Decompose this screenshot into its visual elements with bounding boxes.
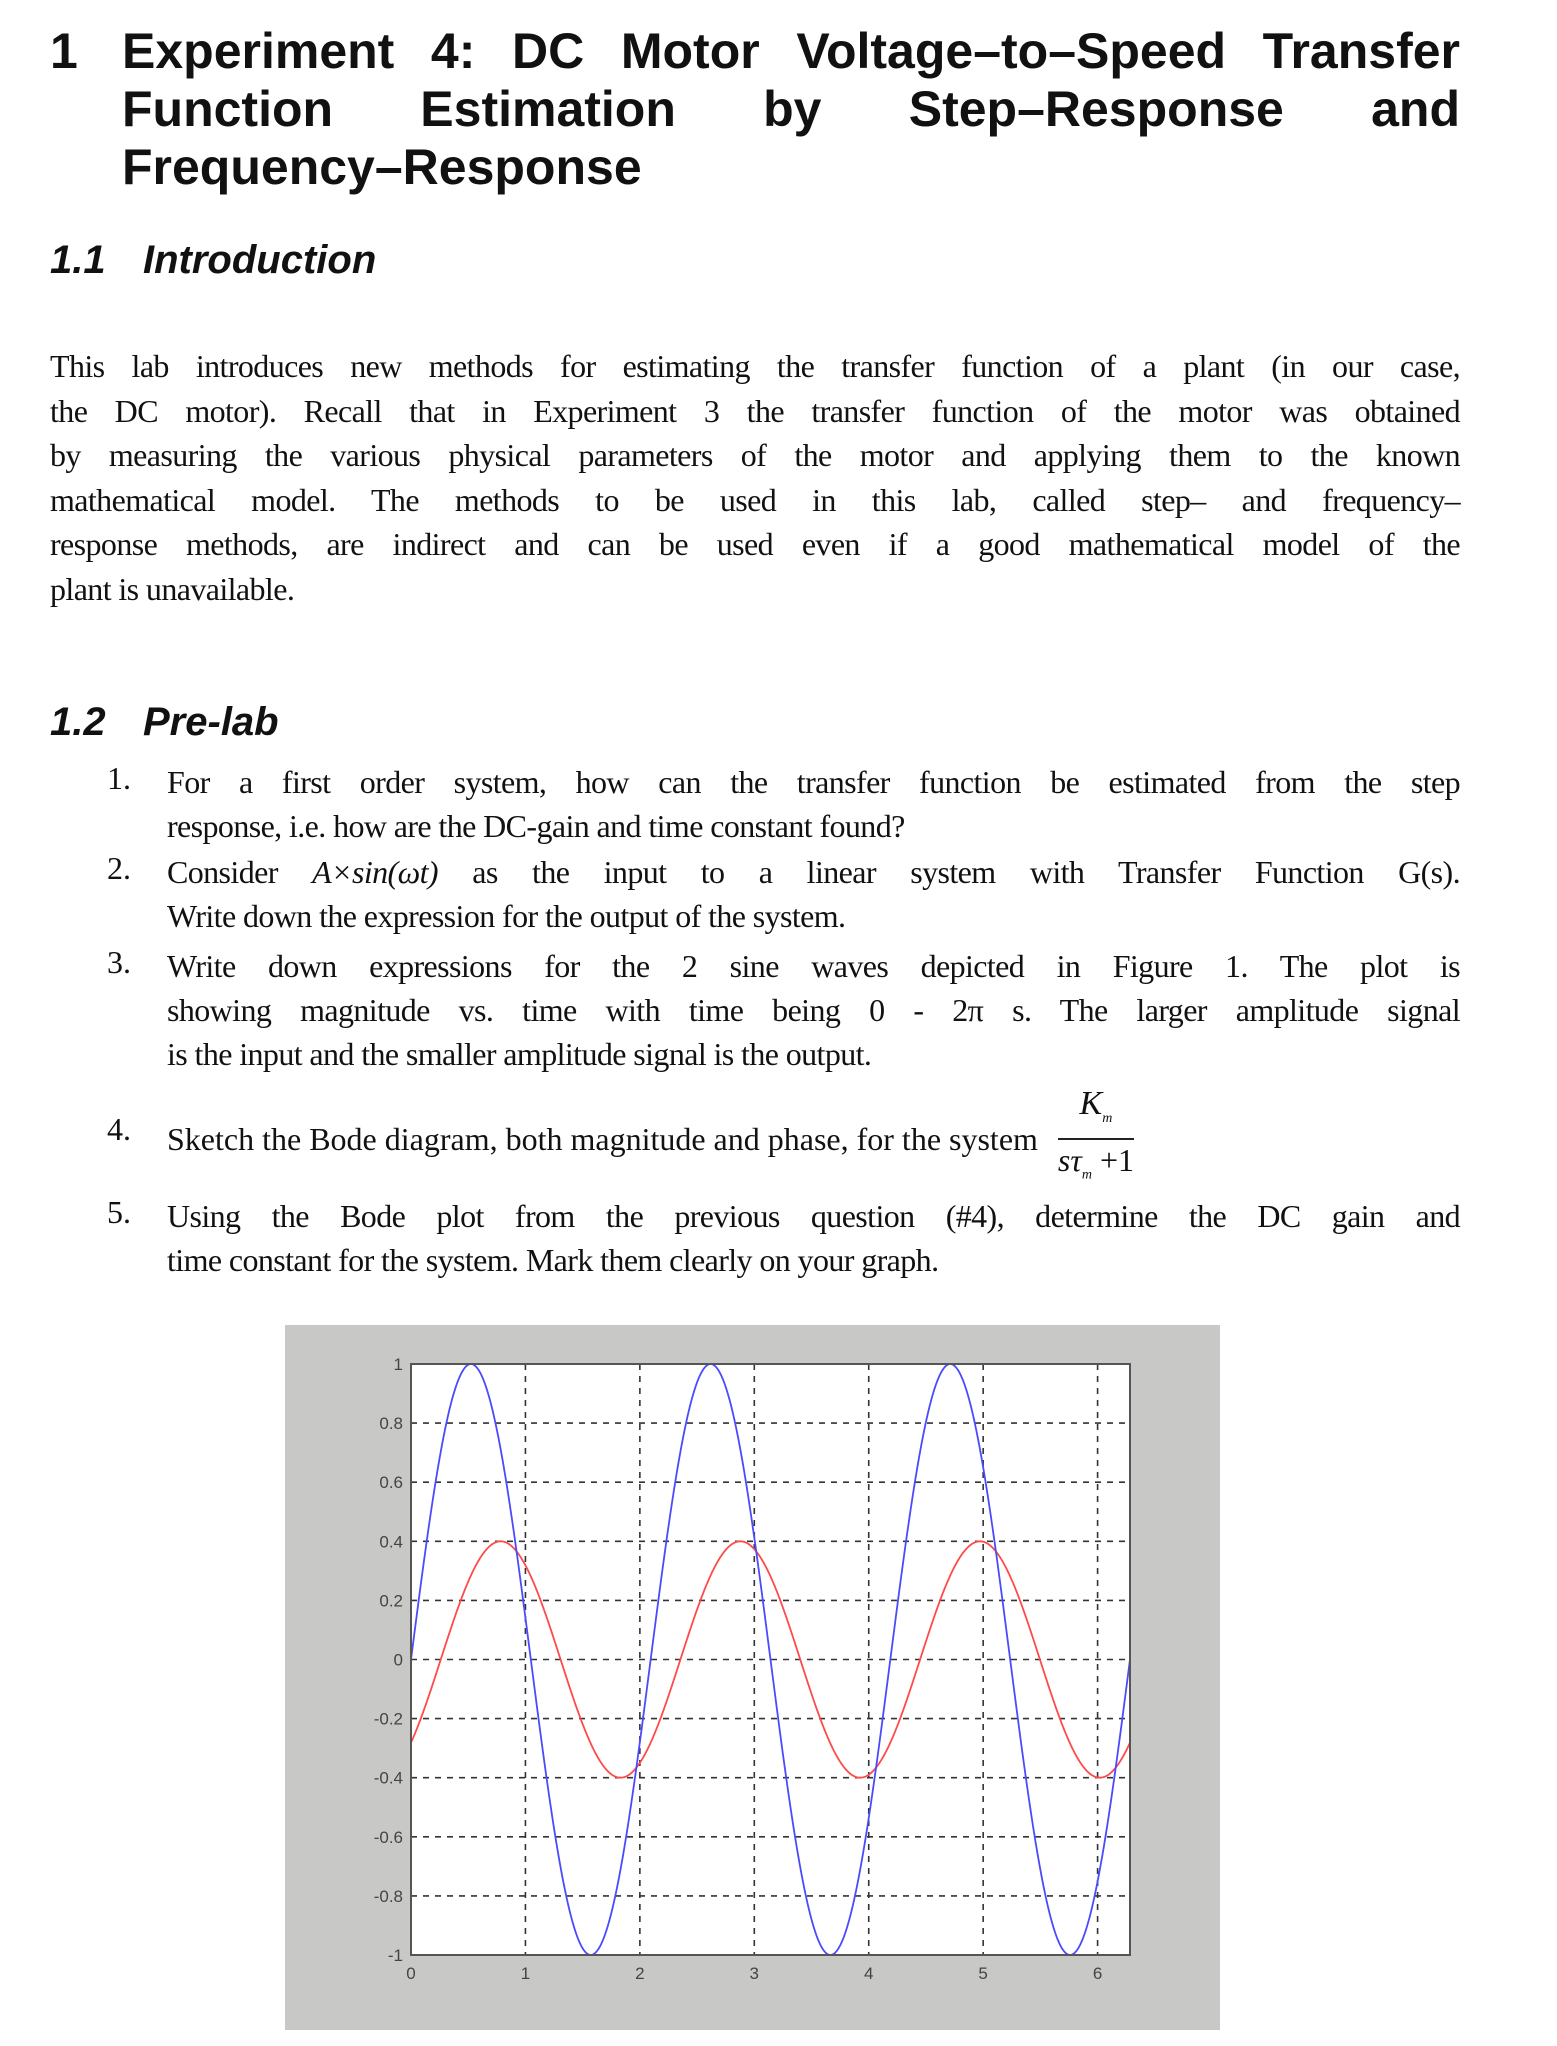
x-tick-label: 0 bbox=[406, 1964, 416, 1983]
question-line: Write down expressions for the 2 sine waves depicted in Figure 1. The plot is bbox=[167, 948, 1460, 984]
question-line: time constant for the system. Mark them clearly on your graph. bbox=[167, 1242, 939, 1278]
section-number: 1.2 bbox=[50, 700, 106, 744]
question-line: Write down the expression for the output of the system. bbox=[167, 898, 846, 934]
y-tick-label: -0.2 bbox=[373, 1709, 403, 1729]
question-line: response, i.e. how are the DC-gain and time constant found? bbox=[167, 808, 905, 844]
question-line: is the input and the smaller amplitude signal is the output. bbox=[167, 1036, 872, 1072]
y-tick-label: 0.2 bbox=[379, 1591, 403, 1611]
question-line: Consider A×sin(ωt) as the input to a linear system with Transfer Function G(s). bbox=[167, 854, 1460, 890]
chapter-title-line: Function Estimation by Step–Response and bbox=[122, 81, 1460, 137]
chapter-title bbox=[122, 22, 1460, 196]
x-tick-label: 1 bbox=[520, 1964, 531, 1983]
paragraph-line: This lab introduces new methods for estimating the transfer function of a plant (in our case, bbox=[50, 348, 1460, 384]
y-tick-label: 0.8 bbox=[379, 1414, 403, 1434]
chapter-title-line: Experiment 4: DC Motor Voltage–to–Speed Transfer bbox=[122, 23, 1460, 79]
x-tick-label: 6 bbox=[1092, 1964, 1103, 1983]
y-tick-label: 0.4 bbox=[379, 1532, 403, 1552]
question-number: 4. bbox=[107, 1111, 131, 1147]
y-tick-label: 0 bbox=[393, 1650, 403, 1670]
section-title: Pre-lab bbox=[143, 700, 279, 744]
section-number: 1.1 bbox=[50, 238, 106, 282]
fraction-numerator: $K_m$ bbox=[1079, 1085, 1113, 1126]
question-line: For a first order system, how can the transfer function be estimated from the step bbox=[167, 764, 1460, 800]
input-signal-expression: A×sin(ωt) bbox=[312, 854, 438, 890]
question-number: 1. bbox=[107, 760, 131, 796]
paragraph-line: the DC motor). Recall that in Experiment 3 the transfer function of the motor was obtained bbox=[50, 392, 1460, 429]
question-number: 2. bbox=[107, 850, 131, 886]
transfer-function-fraction bbox=[1058, 1085, 1134, 1195]
fraction-denominator: $s\tau_m +1$ bbox=[1057, 1141, 1134, 1183]
y-tick-label: -1 bbox=[387, 1946, 403, 1965]
x-tick-label: 5 bbox=[978, 1964, 988, 1983]
question-number: 5. bbox=[107, 1194, 131, 1230]
paragraph-line: by measuring the various physical parameters of the motor and applying them to the known bbox=[50, 437, 1460, 473]
x-tick-label: 4 bbox=[863, 1964, 874, 1983]
question-number: 3. bbox=[107, 944, 131, 980]
y-tick-label: 0.6 bbox=[379, 1473, 403, 1493]
chapter-title-line: Frequency–Response bbox=[122, 139, 642, 195]
paragraph-line: response methods, are indirect and can be used even if a good mathematical model of the bbox=[50, 526, 1460, 562]
y-tick-label: 1 bbox=[393, 1355, 403, 1374]
y-tick-label: -0.6 bbox=[373, 1827, 403, 1847]
question-line: Sketch the Bode diagram, both magnitude and phase, for the system bbox=[167, 1121, 1038, 1158]
section-heading-introduction bbox=[50, 238, 376, 283]
paragraph-line: mathematical model. The methods to be used in this lab, called step– and frequency– bbox=[50, 481, 1460, 518]
question-line: Using the Bode plot from the previous question (#4), determine the DC gain and bbox=[167, 1198, 1460, 1234]
paragraph-line: plant is unavailable. bbox=[50, 570, 295, 607]
figure-sine-plot bbox=[285, 1325, 1220, 2030]
section-title: Introduction bbox=[143, 238, 377, 282]
line-chart bbox=[285, 1325, 1220, 2030]
chapter-number: 1 bbox=[50, 23, 78, 79]
x-tick-label: 2 bbox=[635, 1964, 645, 1983]
y-tick-label: -0.4 bbox=[373, 1768, 403, 1788]
question-line: showing magnitude vs. time with time being 0 - 2π s. The larger amplitude signal bbox=[167, 992, 1460, 1028]
introduction-paragraph bbox=[50, 344, 1460, 611]
section-heading-prelab bbox=[50, 700, 279, 745]
y-tick-label: -0.8 bbox=[373, 1886, 403, 1906]
x-tick-label: 3 bbox=[749, 1964, 760, 1983]
